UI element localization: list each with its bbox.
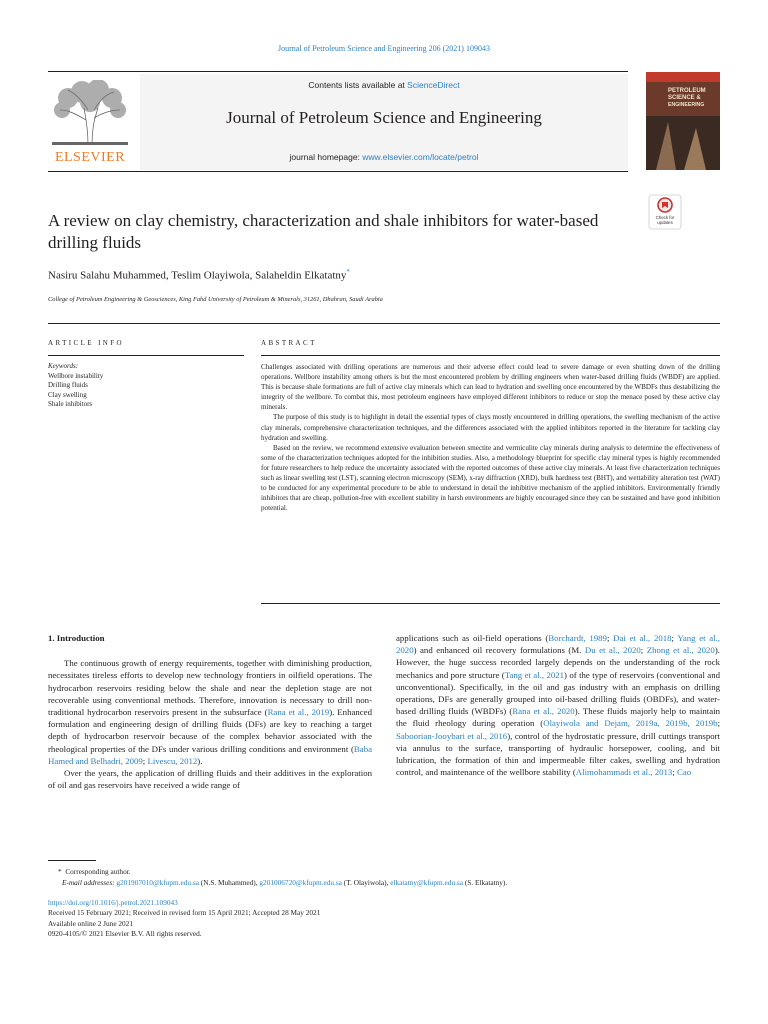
homepage-line: journal homepage: www.elsevier.com/locate/petrol [289,152,479,162]
citation-link[interactable]: Baba Hamed and Belhadri, 2009 [48,743,372,766]
body-paragraph: The continuous growth of energy requirements, together with diminishing production, necessitates tireless efforts to develop new technology frontiers in oilfield operations. The hydrocarbon reservoirs residing below the shale and near the depletion stage are not recoverable using conventional methods. Therefore, innovation is necessary to drill non-traditional hydrocarbon reservoirs present in the subsurface (Rana et al., 2019). Enhanced formulation and engineering design of drilling fluids (DFs) are key to reaching a target depth of hydrocarbon reservoir because of the complex behavior associated with the rheological properties of the DFs under various drilling conditions and environment (Baba Hamed and Belhadri, 2009; Livescu, 2012). [48,658,372,766]
contents-line: Contents lists available at ScienceDirect [308,80,460,90]
body-column-left [48,632,372,791]
email-addresses: E-mail addresses: g201907010@kfupm.edu.sa (N.S. Muhammed), g201006720@kfupm.edu.sa (T. Olayiwola), elkatatny@kfupm.edu.sa (S. Elkatatny). [62,878,508,887]
email-link[interactable]: elkatatny@kfupm.edu.sa [390,878,463,887]
citation-link[interactable]: Rana et al., 2020 [512,706,575,717]
keywords-label: Keywords: [48,362,79,370]
abstract-paragraph: The purpose of this study is to highlight in detail the essential types of clays mostly encountered in drilling operations, the swelling mechanism of the active clay minerals, comprehensive characterization techniques, and the differences associated with the applied inhibitors reported in the literature for tackling clay hydration and swelling. [261,413,720,442]
keyword: Shale inhibitors [48,400,93,408]
received-dates: Received 15 February 2021; Received in revised form 15 April 2021; Accepted 28 May 2021 [48,908,321,918]
citation-link[interactable]: Dai et al., 2018 [613,633,672,643]
citation-link[interactable]: Livescu, 2012 [147,755,198,766]
citation-link[interactable]: Rana et al., 2019 [267,707,330,718]
citation-link[interactable]: Olayiwola and Dejam, 2019a, 2019b, 2019b [543,718,718,729]
citation-link[interactable]: Zhong et al., 2020 [646,645,715,656]
citation-link[interactable]: Yang et al., 2020 [396,633,720,656]
check-updates-line-2: updates [657,220,673,225]
citation-link[interactable]: Du et al., 2020 [584,645,641,656]
online-date: Available online 2 June 2021 [48,918,133,928]
abstract-rule [261,355,720,356]
body-column-right [396,632,720,778]
journal-cover-image[interactable] [646,72,720,170]
abstract-bottom-rule [261,603,720,604]
citation-link[interactable]: Alimohammadi et al., 2013 [575,767,673,778]
keyword: Wellbore instability [48,371,104,380]
body-paragraph: Over the years, the application of drilling fluids and their additives in the exploration of oil and gas reservoirs have received a wide range of [48,768,372,791]
footnote-rule [48,860,96,861]
abstract-paragraph: Based on the review, we recommend extensive evaluation between smectite and vermiculite clay minerals during analysis to determine the effectiveness of some of the characterization techniques adopted for the inhibition studies. Also, a methodology blueprint for specific clay mineral types is highly recommended for future researchers to help reduce the uncertainty associated with the reported outcomes of these active clay minerals. At least five characterization techniques such as linear swelling test (LST), scanning electron microscopy (SEM), x-ray diffraction (XRD), bulk hardness test (BHT), and wettability alteration test (WAT) to be conducted for any experimental procedure to be able to understand in detail the inhibitive mechanism of the applied inhibitors. Environmentally friendly inhibitors that are cheap, pollution-free with excellent stability in harsh environments are highly encouraged since they can be sustained and have good inhibition potential. [261,443,720,513]
citation-link[interactable]: Tang et al., 2021 [504,669,565,680]
abstract-body [261,362,720,513]
header-rule-top [48,71,628,72]
footnotes [58,866,718,888]
abstract-heading: ABSTRACT [261,339,317,347]
journal-title: Journal of Petroleum Science and Engineering [226,108,542,127]
check-updates-line-1: Check for [655,215,675,220]
email-link[interactable]: g201006720@kfupm.edu.sa [259,878,342,887]
affiliation: College of Petroleum Engineering & Geosciences, King Fahd University of Petroleum & Minerals, 31261, Dhahran, Saudi Arabia [48,296,383,303]
running-head[interactable]: Journal of Petroleum Science and Engineering 206 (2021) 109043 [278,44,490,53]
keyword: Clay swelling [48,390,87,399]
keyword: Drilling fluids [48,381,88,389]
keywords-list [48,362,103,410]
homepage-link[interactable]: www.elsevier.com/locate/petrol [362,152,479,162]
cover-line-2: SCIENCE & [668,95,701,101]
corresponding-author-mark[interactable]: * [346,268,350,276]
article-footer [48,898,320,940]
citation-link[interactable]: Borchardt, 1989 [548,633,607,643]
header-rule-bottom [48,171,628,172]
doi-link[interactable]: https://doi.org/10.1016/j.petrol.2021.109043 [48,898,178,907]
copyright: 0920-4105/© 2021 Elsevier B.V. All rights reserved. [48,929,202,939]
publisher-wordmark: ELSEVIER [54,150,126,165]
citation-link[interactable]: Saboorian-Jooybari et al., 2016 [396,730,508,741]
section-rule [48,323,720,324]
cover-line-3: ENGINEERING [668,102,705,108]
body-paragraph: applications such as oil-field operations (Borchardt, 1989; Dai et al., 2018; Yang et al., 2020) and enhanced oil recovery formulations (M. Du et al., 2020; Zhong et al., 2020). However, the huge success recorded largely depends on the understanding of the rock mechanics and pore structure (Tang et al., 2021) of the type of reservoirs (conventional and unconventional). Specifically, in the oil and gas industry with an emphasis on drilling operations, DFs are generally grouped into oil-based drilling fluids (OBDFs), and water-based drilling fluids (WBDFs) (Rana et al., 2020). These fluids majorly help to maintain the fluid rheology during operation (Olayiwola and Dejam, 2019a, 2019b, 2019b; Saboorian-Jooybari et al., 2016), control of the hydrostatic pressure, drill cuttings transport via annulus to the surface, transporting of hydraulic horsepower, cooling, and bit lubrication, the formation of thin and impermeable filter cakes, swelling and hydration control, and maintenance of the wellbore stability (Alimohammadi et al., 2013; Cao [396,633,721,778]
citation-link[interactable]: Cao [676,767,692,778]
section-heading-introduction: 1. Introduction [48,633,105,643]
cover-line-1: PETROLEUM [668,88,706,94]
check-for-updates-badge[interactable] [648,194,682,230]
article-info-heading: ARTICLE INFO [48,339,125,347]
asterisk-mark: * [58,867,62,876]
author-list: Nasiru Salahu Muhammed, Teslim Olayiwola, Salaheldin Elkatatny* [48,268,350,282]
corresponding-author-note: * Corresponding author. [58,867,131,876]
email-link[interactable]: g201907010@kfupm.edu.sa [116,878,199,887]
abstract-paragraph: Challenges associated with drilling operations are numerous and their adverse effect could lead to severe damage or even shutting down of the drilling operations. Wellbore instability among others is but the most encountered problem by drilling engineers when water-based drilling fluids (WBDF) are applied. This is because shale formations are full of active clay minerals which can lead to hydration and swelling once encountered by the WBDFs thus destabilizing the integrity of the wellbore. To combat this, most petroleum engineers have employed different inhibitors to reduce or stop the menace posed by these active clay minerals. [261,363,720,412]
sciencedirect-link[interactable]: ScienceDirect [407,80,460,90]
article-info-rule [48,355,244,356]
article-title: A review on clay chemistry, characterization and shale inhibitors for water-based drilling fluids [48,211,599,252]
